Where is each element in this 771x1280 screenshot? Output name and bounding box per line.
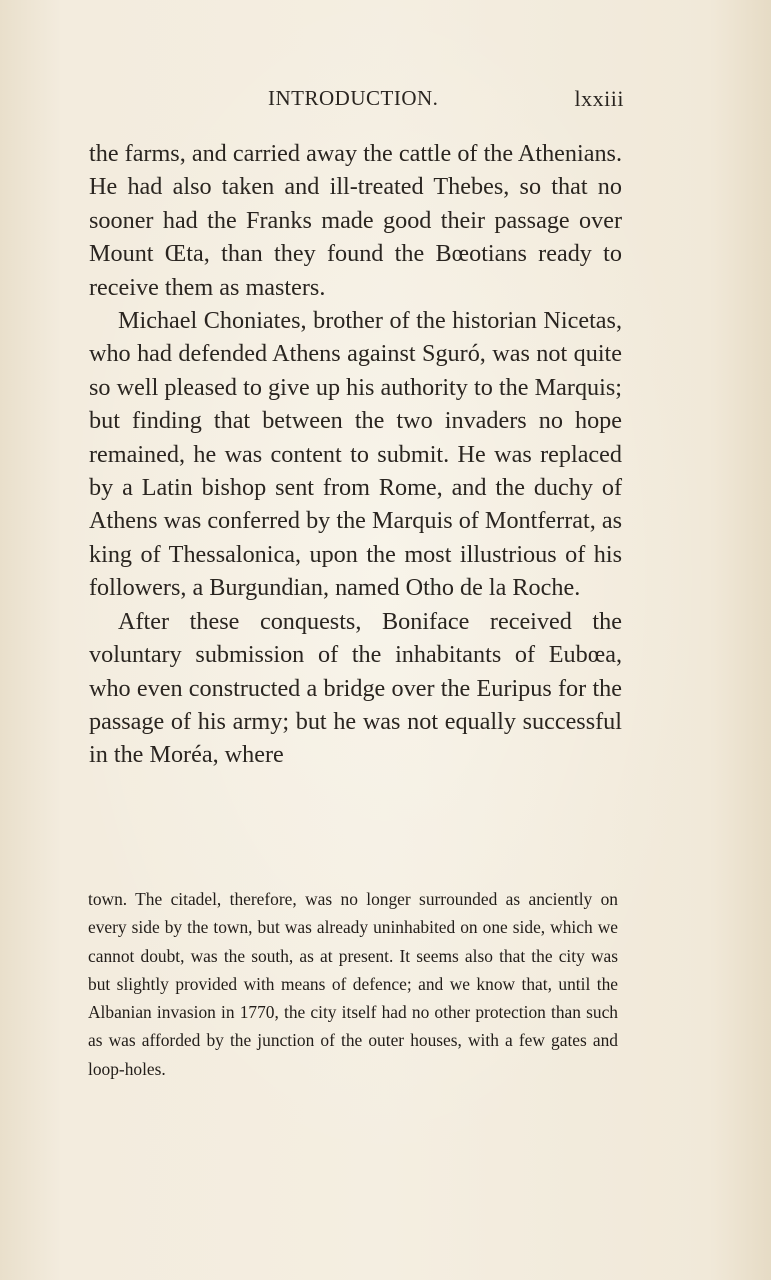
running-head — [90, 86, 624, 116]
footnote-text: town. The citadel, therefore, was no longer surrounded as anciently on every side by the town, but was already uninhabited on one side, which we cannot doubt, was the south, as at present. It seems also that the city was but slightly provided with means of defence; and we know that, until the Albanian invasion in 1770, the city itself had no other protection than such as was afforded by the junction of the outer houses, with a few gates and loop-holes. — [88, 889, 618, 1079]
paragraph: After these conquests, Boniface received the voluntary submission of the inhabitants of Eubœa, who even constructed a bridge over the Euripus for the passage of his army; but he was not equally successful in the Moréa, where — [89, 607, 622, 769]
paragraph: the farms, and carried away the cattle of the Athenians. He had also taken and ill-treated Thebes, so that no sooner had the Franks made good their passage over Mount Œta, than they found the Bœotians ready to receive them as masters. — [89, 140, 622, 301]
running-title: INTRODUCTION. — [268, 86, 439, 110]
paragraph: Michael Choniates, brother of the historian Nicetas, who had defended Athens against Sguró, was not quite so well pleased to give up his authority to the Marquis; but finding that between the two invaders no hope remained, he was content to submit. He was replaced by a Latin bishop sent from Rome, and the duchy of Athens was conferred by the Marquis of Montferrat, as king of Thessalonica, upon the most illustrious of his followers, a Burgundian, named Otho de la Roche. — [89, 307, 622, 602]
page-number: lxxiii — [574, 86, 624, 111]
footnote — [88, 885, 618, 1083]
main-text — [89, 137, 622, 772]
